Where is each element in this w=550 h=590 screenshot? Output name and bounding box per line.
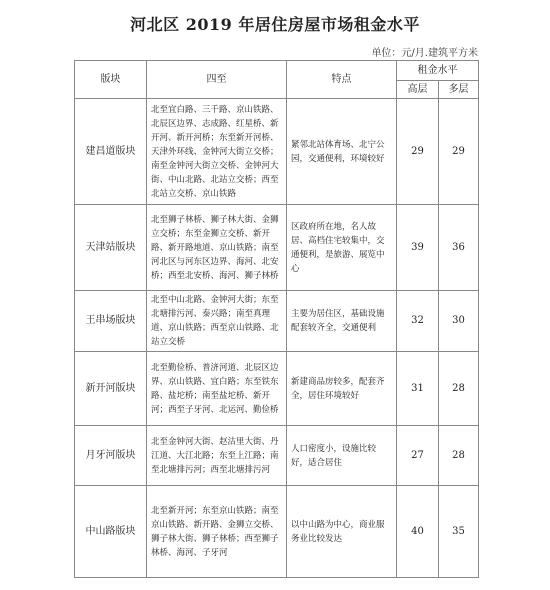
rent-multi: 28 [439, 426, 479, 486]
rent-high: 31 [397, 352, 439, 426]
block-scope: 北至中山北路、金钟河大街；东至北塘排污河、泰兴路；南至真理道、京山铁路；西至京山铁路、北站立交桥 [147, 291, 287, 352]
block-feature: 主要为居住区，基础设施配套较齐全，交通便利 [287, 291, 397, 352]
rent-high: 39 [397, 205, 439, 291]
block-scope: 北至新开河；东至京山铁路；南至京山铁路、新开路、金狮立交桥、狮子林大街、狮子林桥；西至狮子林桥、海河、子牙河 [147, 486, 287, 578]
header-high-rise: 高层 [397, 81, 439, 99]
block-feature: 紧邻北站体育场、北宁公园，交通便利，环境较好 [287, 99, 397, 205]
rent-multi: 30 [439, 291, 479, 352]
block-name: 新开河版块 [75, 352, 147, 426]
header-block: 版块 [75, 61, 147, 99]
unit-note: 单位：元/月.建筑平方米 [371, 48, 478, 59]
table-row [75, 205, 479, 291]
header-multi-storey: 多层 [439, 81, 479, 99]
page-title: 河北区 2019 年居住房屋市场租金水平 [130, 15, 420, 34]
table-row [75, 291, 479, 352]
rent-multi: 29 [439, 99, 479, 205]
block-name: 天津站版块 [75, 205, 147, 291]
block-feature: 人口密度小，设施比较好，适合居住 [287, 426, 397, 486]
block-feature: 区政府所在地，名人故居、高档住宅较集中，交通便利，是旅游、展览中心 [287, 205, 397, 291]
block-feature: 以中山路为中心，商业服务业比较发达 [287, 486, 397, 578]
block-name: 建昌道版块 [75, 99, 147, 205]
rent-table [74, 60, 479, 578]
header-feature: 特点 [287, 61, 397, 99]
rent-high: 29 [397, 99, 439, 205]
block-name: 中山路版块 [75, 486, 147, 578]
rent-high: 32 [397, 291, 439, 352]
table-row [75, 426, 479, 486]
header-rent-level: 租金水平 [397, 61, 479, 81]
rent-multi: 36 [439, 205, 479, 291]
rent-high: 27 [397, 426, 439, 486]
rent-high: 40 [397, 486, 439, 578]
rent-multi: 35 [439, 486, 479, 578]
block-feature: 新建商品房较多，配套齐全，居住环境较好 [287, 352, 397, 426]
header-scope: 四至 [147, 61, 287, 99]
block-scope: 北至狮子林桥、狮子林大街、金狮立交桥；东至金狮立交桥、新开路、新开路地道、京山铁路；南至河北区与河东区边界、海河、北安桥；西至北安桥、海河、狮子林桥 [147, 205, 287, 291]
block-name: 王串场版块 [75, 291, 147, 352]
block-scope: 北至勤俭桥、普济河道、北辰区边界、京山铁路、宜白路；东至铁东路、盐坨桥；南至盐坨桥、新开河；西至子牙河、北运河、勤俭桥 [147, 352, 287, 426]
table-row [75, 486, 479, 578]
rent-multi: 28 [439, 352, 479, 426]
block-scope: 北至金钟河大街、赵沽里大街、丹江道、大江北路；东至上江路；南至北塘排污河；西至北塘排污河 [147, 426, 287, 486]
table-row [75, 99, 479, 205]
table-row [75, 352, 479, 426]
block-scope: 北至宜白路、三千路、京山铁路、北辰区边界、志成路、红星桥、新开河、新开河桥；东至新开河桥、天津外环线、金钟河大街立交桥；南至金钟河大街立交桥、金钟河大街、中山北路、北站立交桥；西至北站立交桥、京山铁路 [147, 99, 287, 205]
block-name: 月牙河版块 [75, 426, 147, 486]
